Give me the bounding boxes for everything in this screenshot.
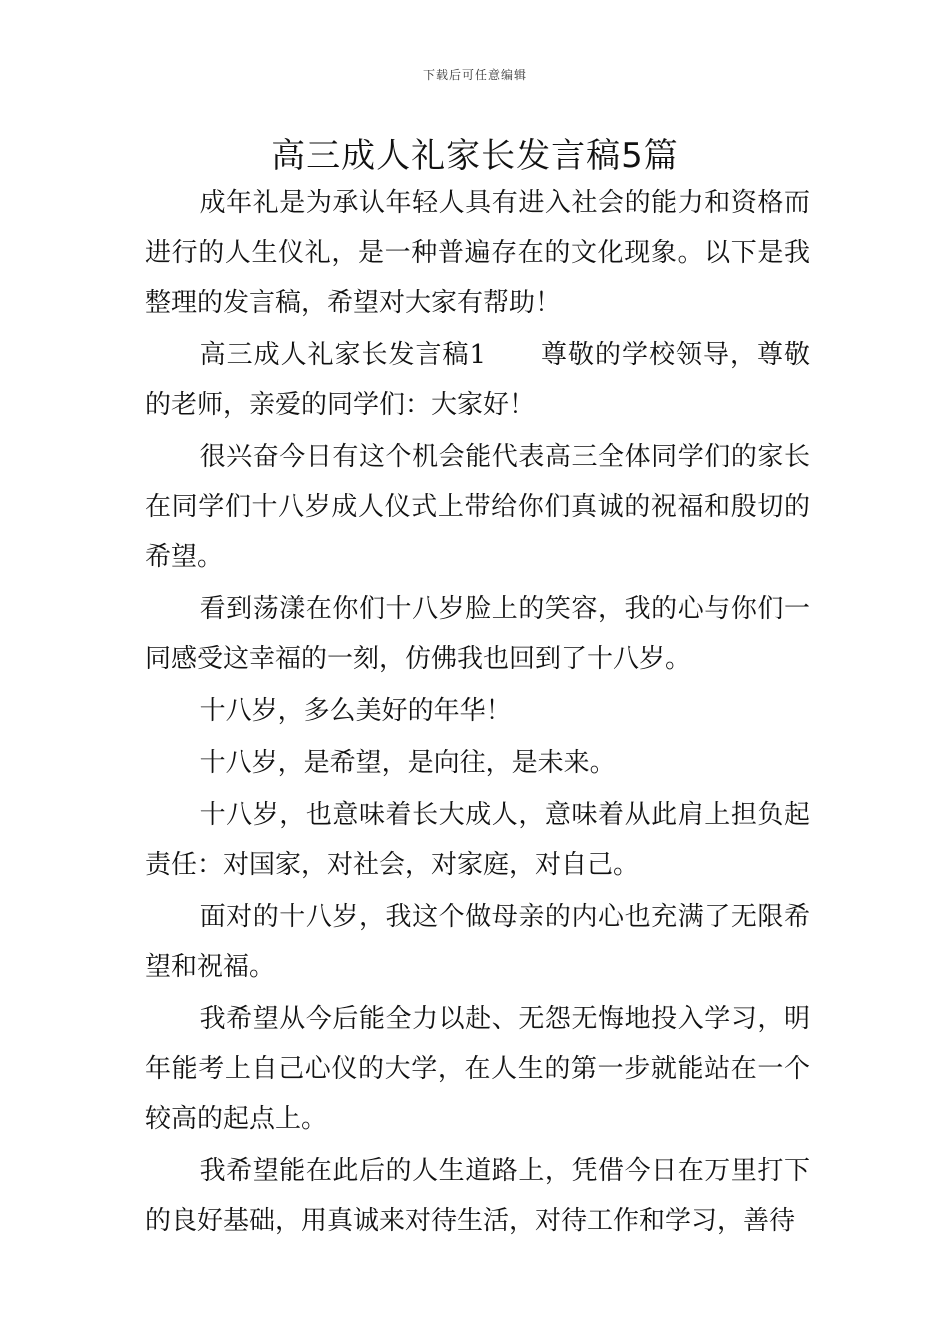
paragraph-greeting: 高三成人礼家长发言稿1 尊敬的学校领导，尊敬的老师，亲爱的同学们：大家好！ [145,340,810,420]
paragraph: 我希望从今后能全力以赴、无怨无悔地投入学习，明年能考上自己心仪的大学，在人生的第一步就能站在一个较高的起点上。 [145,1004,810,1134]
paragraph: 十八岁，也意味着长大成人，意味着从此肩上担负起责任：对国家，对社会，对家庭，对自己。 [145,800,810,880]
paragraph: 我希望能在此后的人生道路上，凭借今日在万里打下的良好基础，用真诚来对待生活，对待工作和学习，善待 [145,1156,810,1236]
paragraph: 十八岁，是希望，是向往，是未来。 [199,748,616,778]
paragraph: 看到荡漾在你们十八岁脸上的笑容，我的心与你们一同感受这幸福的一刻，仿佛我也回到了十八岁。 [145,594,810,674]
paragraph: 面对的十八岁，我这个做母亲的内心也充满了无限希望和祝福。 [145,902,810,982]
paragraph: 很兴奋今日有这个机会能代表高三全体同学们的家长在同学们十八岁成人仪式上带给你们真诚的祝福和殷切的希望。 [145,442,810,572]
document-title: 高三成人礼家长发言稿5篇 [271,136,679,176]
header-note: 下载后可任意编辑 [422,68,527,82]
document-body [145,178,810,1248]
paragraph-intro: 成年礼是为承认年轻人具有进入社会的能力和资格而进行的人生仪礼，是一种普遍存在的文化现象。以下是我整理的发言稿，希望对大家有帮助！ [145,188,810,318]
paragraph: 十八岁，多么美好的年华！ [199,696,512,726]
